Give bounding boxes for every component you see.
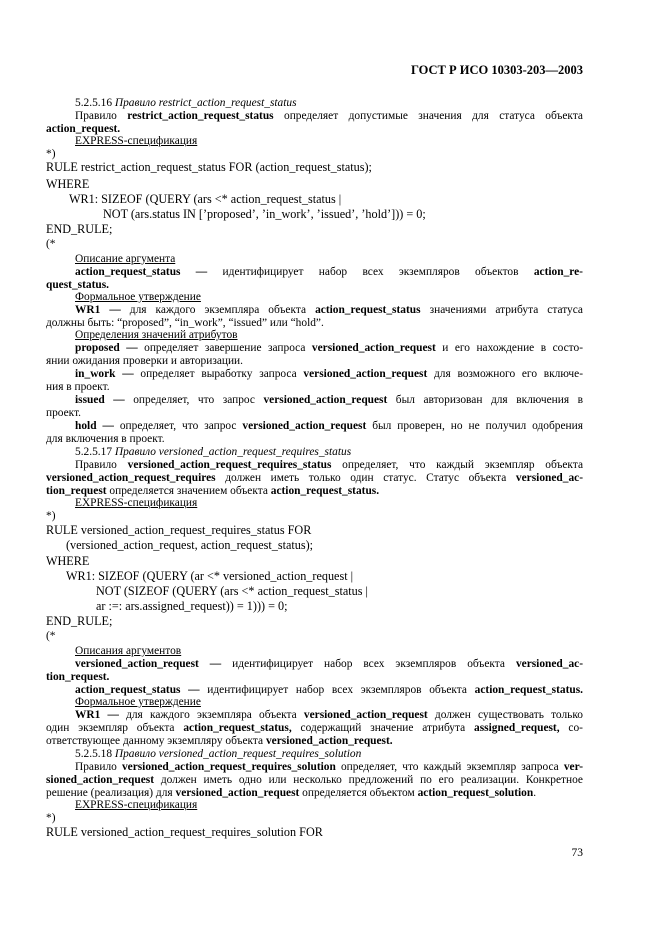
code-line: (* (46, 630, 56, 642)
paragraph-line: ответствующее данному экземпляру объекта versioned_action_request. (46, 735, 393, 747)
code-line: *) (46, 812, 56, 824)
paragraph-line: tion_request. (46, 671, 110, 683)
paragraph-line: in_work — определяет выработку запроса versioned_action_request для возможного его включе- (75, 368, 583, 380)
code-line: END_RULE; (46, 614, 113, 628)
paragraph-line: hold — определяет, что запрос versioned_action_request был проверен, но не получил одобрения (75, 420, 583, 432)
paragraph-line: proposed — определяет завершение запроса versioned_action_request и его нахождение в состо- (75, 342, 583, 354)
paragraph-line: versioned_action_request — идентифицирует набор всех экземпляров объекта versioned_ac- (75, 658, 584, 670)
code-line: WHERE (46, 554, 90, 568)
code-line: (* (46, 238, 56, 250)
code-line: RULE versioned_action_request_requires_solution FOR (46, 825, 323, 839)
subheading: Описания аргументов (75, 645, 182, 657)
code-line: WR1: SIZEOF (QUERY (ar <* versioned_action_request | (66, 569, 354, 583)
section-heading: 5.2.5.16 Правило restrict_action_request_status (75, 97, 297, 109)
subheading: Формальное утверждение (75, 696, 201, 708)
paragraph-line: action_request_status — идентифицирует набор всех экземпляров объектов action_re- (75, 266, 583, 278)
code-line: WR1: SIZEOF (QUERY (ars <* action_request_status | (69, 192, 342, 206)
subheading: EXPRESS-спецификация (75, 135, 198, 147)
section-heading: 5.2.5.18 Правило versioned_action_request_requires_solution (75, 748, 362, 760)
paragraph-line: Правило versioned_action_request_requires_status определяет, что каждый экземпляр объекта (75, 459, 583, 471)
code-line: *) (46, 148, 56, 160)
subheading: Формальное утверждение (75, 291, 201, 303)
paragraph-line: ния в проект. (46, 381, 110, 393)
paragraph-line: versioned_action_request_requires должен иметь только один статус. Статус объекта versioned_ac- (46, 472, 583, 484)
page-number: 73 (571, 847, 583, 859)
paragraph-line: проект. (46, 407, 82, 419)
subheading: EXPRESS-спецификация (75, 799, 198, 811)
subheading: Описание аргумента (75, 253, 176, 265)
subheading: EXPRESS-спецификация (75, 497, 198, 509)
code-line: ar :=: ars.assigned_request)) = 1))) = 0; (96, 599, 288, 613)
paragraph-line: sioned_action_request должен иметь одно или несколько предложений по его реализации. Конкретное (46, 774, 583, 786)
paragraph-line: один экземпляр объекта action_request_status, содержащий значение атрибута assigned_request, со- (46, 722, 583, 734)
paragraph-line: для включения в проект. (46, 433, 165, 445)
subheading: Определения значений атрибутов (75, 329, 238, 341)
page-header: ГОСТ Р ИСО 10303-203—2003 (410, 63, 583, 77)
paragraph-line: Правило restrict_action_request_status определяет допустимые значения для статуса объекта (75, 110, 583, 122)
code-line: (versioned_action_request, action_request_status); (66, 538, 314, 552)
paragraph-line: action_request_status — идентифицирует набор всех экземпляров объекта action_request_status. (75, 684, 583, 696)
paragraph-line: issued — определяет, что запрос versioned_action_request был авторизован для включения в (75, 394, 583, 406)
paragraph-line: Правило versioned_action_request_requires_solution определяет, что каждый экземпляр запроса ver- (75, 761, 583, 773)
code-line: RULE restrict_action_request_status FOR (action_request_status); (46, 160, 372, 174)
paragraph-line: решение (реализация) для versioned_action_request определяется объектом action_request_solution. (46, 787, 537, 799)
code-line: RULE versioned_action_request_requires_status FOR (46, 523, 312, 537)
code-line: NOT (SIZEOF (QUERY (ars <* action_request_status | (96, 584, 368, 598)
code-line: *) (46, 510, 56, 522)
paragraph-line: должны быть: “proposed”, “in_work”, “issued” или “hold”. (46, 317, 324, 329)
code-line: WHERE (46, 177, 90, 191)
paragraph-line: action_request. (46, 123, 121, 135)
paragraph-line: WR1 — для каждого экземпляра объекта action_request_status значениями атрибута статуса (75, 304, 583, 316)
paragraph-line: tion_request определяется значением объекта action_request_status. (46, 485, 380, 497)
paragraph-line: quest_status. (46, 279, 109, 291)
paragraph-line: WR1 — для каждого экземпляра объекта versioned_action_request должен существовать только (75, 709, 583, 721)
code-line: END_RULE; (46, 222, 113, 236)
section-heading: 5.2.5.17 Правило versioned_action_request_requires_status (75, 446, 352, 458)
code-line: NOT (ars.status IN [’proposed’, ’in_work’, ’issued’, ’hold’])) = 0; (103, 207, 426, 221)
paragraph-line: янии ожидания проверки и авторизации. (46, 355, 244, 367)
